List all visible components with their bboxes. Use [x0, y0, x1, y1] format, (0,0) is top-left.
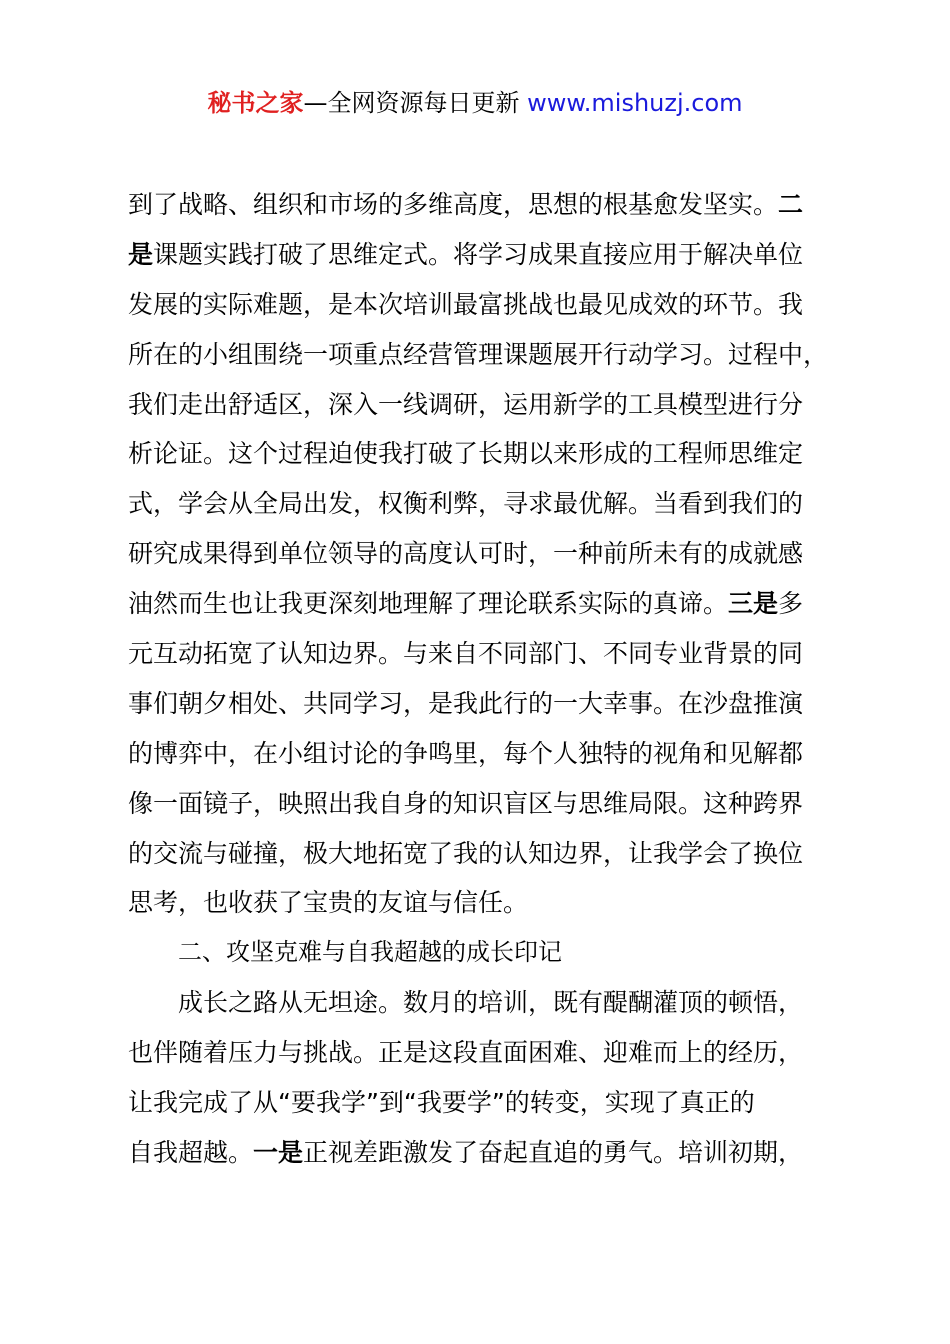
- line-emphasis: 二: [778, 190, 804, 219]
- text-line: [128, 779, 828, 829]
- text-line: [128, 429, 828, 479]
- line-text: 我们走出舒适区，深入一线调研，运用新学的工具模型进行分: [128, 389, 804, 419]
- text-line: [128, 380, 828, 430]
- line-text: 二、攻坚克难与自我超越的成长印记: [178, 938, 562, 967]
- line-text: 式，学会从全局出发，权衡利弊，寻求最优解。当看到我们的: [128, 489, 804, 519]
- site-brand: 秘书之家: [207, 89, 304, 117]
- text-line: [128, 280, 828, 330]
- section-heading: [128, 928, 828, 978]
- line-text: 析论证。这个过程迫使我打破了长期以来形成的工程师思维定: [128, 439, 804, 469]
- line-text: 自我超越。: [128, 1137, 254, 1167]
- text-line: [128, 1078, 828, 1128]
- site-tagline: —全网资源每日更新: [303, 89, 528, 117]
- line-text-after: 正视差距激发了奋起直追的勇气。培训初期，: [303, 1137, 804, 1167]
- line-text: 成长之路从无坦途。数月的培训，既有醍醐灌顶的顿悟，: [178, 988, 804, 1018]
- line-text-after: 多: [778, 589, 804, 619]
- text-line: [128, 679, 828, 729]
- text-line: [128, 1028, 828, 1078]
- line-text: 的交流与碰撞，极大地拓宽了我的认知边界，让我学会了换位: [128, 838, 804, 868]
- document-body: [128, 180, 828, 1178]
- line-text: 的博弈中，在小组讨论的争鸣里，每个人独特的视角和见解都: [128, 738, 804, 768]
- text-line: [128, 230, 828, 280]
- line-text: 到了战略、组织和市场的多维高度，思想的根基愈发坚实。: [128, 190, 779, 219]
- text-line: [128, 330, 828, 380]
- text-line: [128, 629, 828, 679]
- text-line: [128, 579, 828, 629]
- line-text: 元互动拓宽了认知边界。与来自不同部门、不同专业背景的同: [128, 639, 804, 669]
- site-url-link[interactable]: www.mishuzj.com: [527, 89, 743, 117]
- site-header: [0, 86, 950, 120]
- line-text-after: 课题实践打破了思维定式。将学习成果直接应用于解决单位: [153, 239, 804, 269]
- text-line: [128, 978, 828, 1028]
- text-line: [128, 729, 828, 779]
- text-line: [128, 829, 828, 879]
- line-text: 事们朝夕相处、共同学习，是我此行的一大幸事。在沙盘推演: [128, 688, 804, 718]
- line-text: 油然而生也让我更深刻地理解了理论联系实际的真谛。: [128, 589, 729, 619]
- line-text: 研究成果得到单位领导的高度认可时，一种前所未有的成就感: [128, 539, 804, 569]
- text-line: [128, 479, 828, 529]
- text-line: [128, 180, 828, 230]
- line-text: 让我完成了从“要我学”到“我要学”的转变，实现了真正的: [128, 1088, 755, 1118]
- line-text: 像一面镜子，映照出我自身的知识盲区与思维局限。这种跨界: [128, 788, 804, 818]
- text-line: [128, 878, 828, 928]
- line-text: 所在的小组围绕一项重点经营管理课题展开行动学习。过程中，: [128, 339, 829, 369]
- line-text: 思考，也收获了宝贵的友谊与信任。: [128, 888, 529, 918]
- line-emphasis: 是: [128, 239, 154, 269]
- line-text: 发展的实际难题，是本次培训最富挑战也最见成效的环节。我: [128, 289, 804, 319]
- line-text: 也伴随着压力与挑战。正是这段直面困难、迎难而上的经历，: [128, 1038, 804, 1068]
- line-emphasis: 一是: [253, 1137, 304, 1167]
- line-emphasis: 三是: [728, 589, 779, 619]
- text-line: [128, 1128, 828, 1178]
- text-line: [128, 529, 828, 579]
